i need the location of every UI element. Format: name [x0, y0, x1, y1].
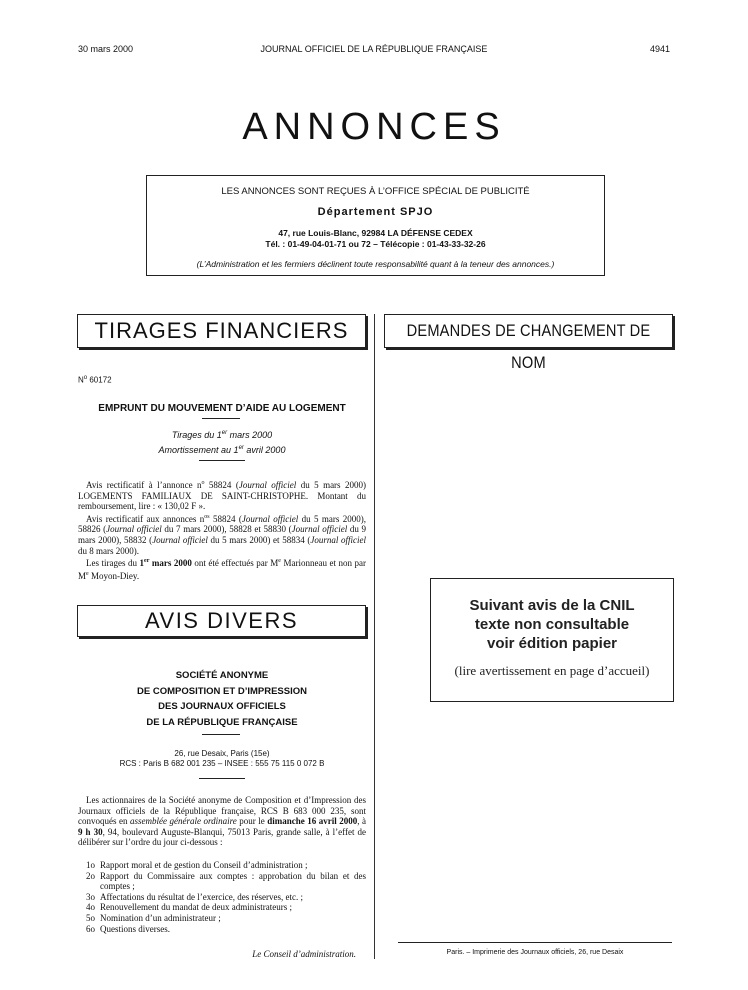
- section-changement-de-nom: [384, 314, 673, 372]
- header-date: 30 mars 2000: [78, 44, 134, 54]
- emprunt-paragraph: Avis rectificatif aux annonces $n^{os}$ 58824 (Journal officiel du 5 mars 2000), 58826 (Journal officiel du 7 mars 2000), 58828 et 58830 (Journal officiel du 9 mars 2000), 58832 (Journal officiel du 5 mars 2000) et 58834 (Journal officiel du 8 mars 2000).: [78, 513, 367, 556]
- cnil-note: (lire avertissement en page d’accueil): [454, 663, 650, 678]
- section-avis-divers: AVIS DIVERS: [77, 605, 366, 637]
- notice-disclaimer: (L’Administration et les fermiers déclinent toute responsabilité quant à la teneur des annonces.): [196, 259, 555, 269]
- agenda-text: Rapport moral et de gestion du Conseil d’administration ;: [100, 860, 308, 870]
- agenda-item: [78, 892, 366, 903]
- printer-rule: [398, 942, 672, 943]
- section-tirages-financiers: TIRAGES FINANCIERS: [77, 314, 366, 348]
- amortissement-date: Amortissement au 1er avril 2000: [158, 445, 286, 455]
- printer-imprint: Paris. – Imprimerie des Journaux officiels, 26, rue Desaix: [446, 949, 624, 956]
- agenda-number: 4o: [86, 902, 95, 913]
- emprunt-body: [78, 478, 366, 581]
- emprunt-title: EMPRUNT DU MOUVEMENT D’AIDE AU LOGEMENT: [98, 403, 346, 414]
- agenda-number: 5o: [86, 912, 95, 923]
- page-title: ANNONCES: [242, 106, 506, 148]
- societe-address: [78, 749, 366, 769]
- separator-rule: [202, 734, 240, 735]
- agenda-number: 6o: [86, 923, 95, 934]
- agenda-text: Renouvellement du mandat de deux administrateurs ;: [100, 902, 292, 913]
- notice-address: 47, rue Louis-Blanc, 92984 LA DÉFENSE CEDEX: [278, 228, 473, 238]
- cnil-line: Suivant avis de la CNIL: [469, 597, 635, 614]
- notice-telephone: Tél. : 01-49-04-01-71 ou 72 – Télécopie : 01-43-33-32-26: [265, 239, 486, 249]
- emprunt-paragraph: Avis rectificatif à l’annonce $n^o$ 58824 (Journal officiel du 5 mars 2000) LOGEMENTS FAMILIAUX DE SAINT-CHRISTOPHE. Montant du remboursement, lire : « 130,02 F ».: [78, 480, 366, 512]
- column-divider: [374, 314, 375, 959]
- header-journal-title: JOURNAL OFFICIEL DE LA RÉPUBLIQUE FRANÇAISE: [260, 44, 488, 54]
- separator-rule: [199, 460, 245, 461]
- agenda-item: [78, 902, 366, 913]
- agenda-number: 3o: [86, 891, 95, 902]
- agenda-item: [78, 924, 366, 935]
- societe-title-line: SOCIÉTÉ ANONYME: [175, 670, 269, 681]
- societe-street: 26, rue Desaix, Paris (15e): [174, 749, 270, 758]
- convocation-paragraph: Les actionnaires de la Société anonyme de Composition et d’Impression des Journaux officiels de la République française, RCS B 683 000 235, sont convoqués en assemblée générale ordinaire pour le dimanche 16 avril 2000, à 9 h 30, 94, boulevard Auguste-Blanqui, 75013 Paris, grande salle, à l’effet de délibérer sur l’ordre du jour ci-dessous :: [78, 795, 366, 848]
- societe-title-line: DE LA RÉPUBLIQUE FRANÇAISE: [146, 716, 298, 728]
- notice-department: Département SPJO: [317, 206, 434, 218]
- agenda-text: Rapport du Commissaire aux comptes : approbation du bilan et des comptes ;: [100, 870, 366, 892]
- agenda-list: [78, 860, 366, 934]
- agenda-text: Nomination d’un administrateur ;: [100, 912, 221, 923]
- header-page-number: 4941: [649, 44, 670, 54]
- cnil-notice-box: [430, 578, 674, 702]
- notice-line: LES ANNONCES SONT REÇUES À L’OFFICE SPÉCIAL DE PUBLICITÉ: [221, 186, 530, 197]
- cnil-line: texte non consultable: [474, 616, 630, 633]
- agenda-item: [78, 913, 366, 924]
- tirages-date: Tirages du 1er mars 2000: [171, 430, 273, 440]
- announcement-number: $N^o$ 60172: [78, 375, 112, 385]
- agenda-number: 1o: [86, 860, 95, 870]
- societe-title: [78, 668, 366, 730]
- agenda-text: Affectations du résultat de l’exercice, des réserves, etc. ;: [100, 891, 303, 902]
- separator-rule: [202, 418, 240, 419]
- signature: Le Conseil d’administration.: [252, 949, 356, 959]
- cnil-line: voir édition papier: [486, 635, 618, 652]
- separator-rule: [199, 778, 245, 779]
- section-changement-label: DEMANDES DE CHANGEMENT DE NOM: [406, 321, 651, 372]
- societe-rcs: RCS : Paris B 682 001 235 – INSEE : 555 75 115 0 072 B: [119, 759, 325, 768]
- agenda-number: 2o: [86, 870, 95, 881]
- societe-title-line: DES JOURNAUX OFFICIELS: [158, 701, 286, 712]
- agenda-text: Questions diverses.: [100, 923, 170, 934]
- agenda-item: [78, 871, 366, 892]
- emprunt-paragraph: Les tirages du 1er mars 2000 ont été effectués par Me Marionneau et non par Me Moyon-Diey.: [78, 558, 366, 581]
- notice-box: [146, 175, 605, 276]
- societe-title-line: DE COMPOSITION ET D’IMPRESSION: [137, 685, 307, 697]
- agenda-item: [78, 860, 366, 871]
- convocation-text: [78, 795, 366, 848]
